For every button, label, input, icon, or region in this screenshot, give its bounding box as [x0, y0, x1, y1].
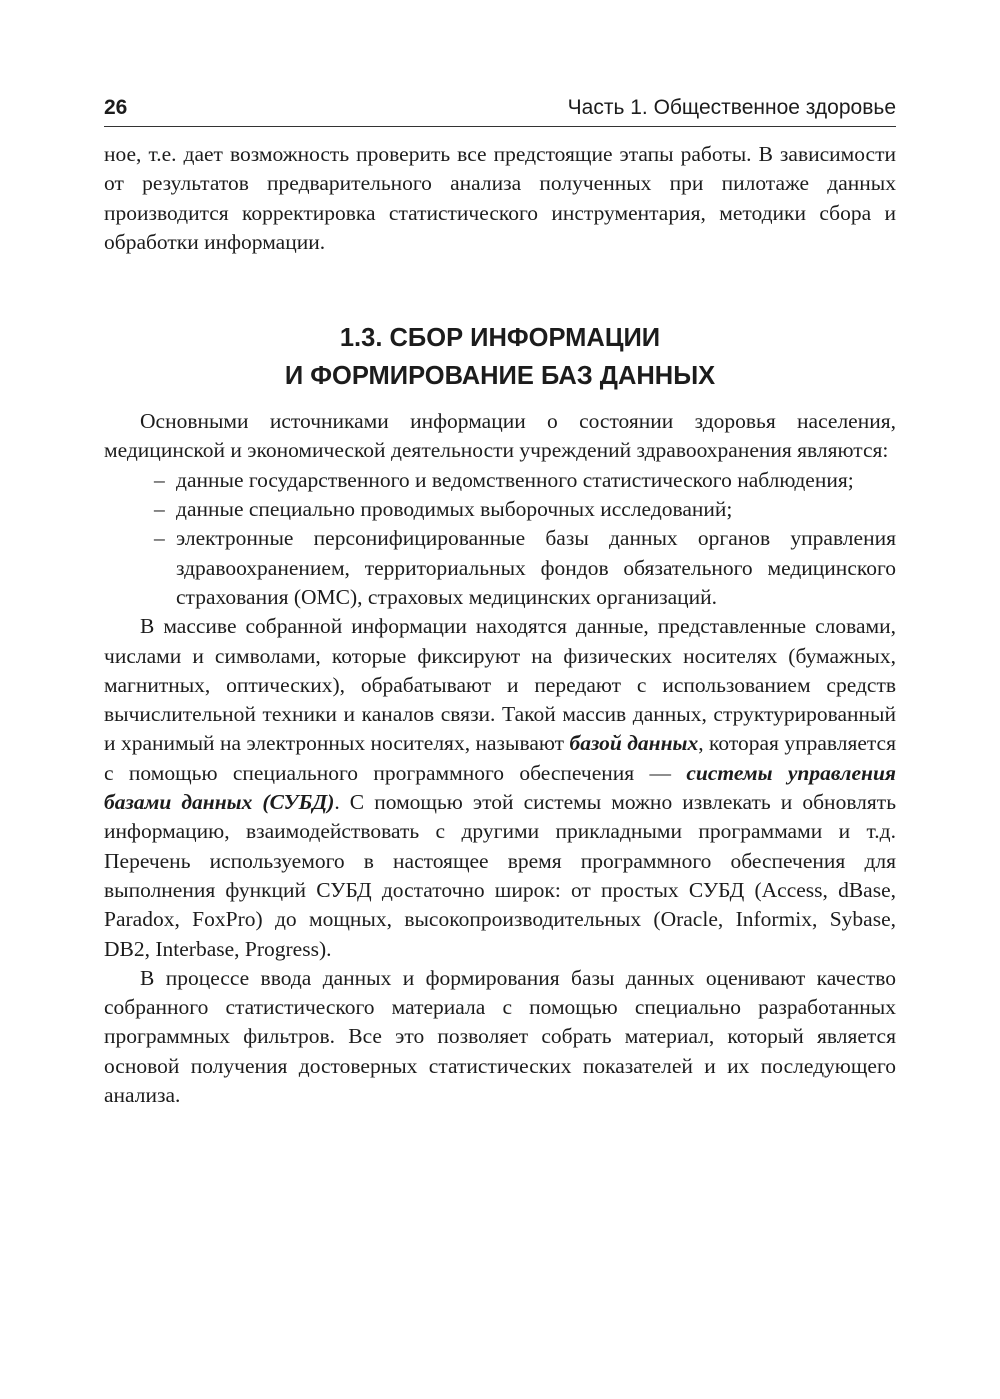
term-dbms: системы управления базами данных (СУБД) [104, 760, 896, 815]
list-item [104, 466, 896, 495]
paragraph-sources: Основными источниками информации о состоянии здоровья населения, медицинской и экономической деятельности учреждений здравоохранения являются: [104, 409, 896, 463]
paragraph-database-part-2: , которая управляется с помощью специального программного обеспечения — [104, 731, 896, 785]
page-number: 26 [104, 96, 128, 119]
paragraph-database-part-1: В массиве собранной информации находятся данные, представленные словами, числами и символами, которые фиксируют на физических носителях (бумажных, магнитных, оптических), обрабатывают и передают с использованием средств вычислительной техники и каналов связи. Такой массив данных, структурированный и хранимый на электронных носителях, называют [104, 614, 896, 756]
paragraph-quality: В процессе ввода данных и формирования базы данных оценивают качество собранного статистического материала с помощью специально разработанных программных фильтров. Все это позволяет собрать материал, который является основой получения достоверных статистических показателей и их последующего анализа. [104, 965, 896, 1108]
list-item-text: данные государственного и ведомственного статистического наблюдения; [176, 467, 854, 492]
list-item-text: данные специально проводимых выборочных исследований; [176, 497, 733, 522]
body-text [104, 140, 896, 1110]
term-database: базой данных [569, 731, 699, 756]
running-title: Часть 1. Общественное здоровье [567, 96, 896, 119]
running-head [104, 92, 896, 127]
sources-list [104, 466, 896, 612]
section-heading-line-1: 1.3. СБОР ИНФОРМАЦИИ [339, 324, 661, 353]
list-item-text: электронные персонифицированные базы данных органов управления здравоохранением, территориальных фондов обязательного медицинского страхования (ОМС), страховых медицинских организаций. [176, 526, 896, 609]
list-item [104, 495, 896, 524]
list-dash: – [154, 497, 165, 522]
list-dash: – [154, 467, 165, 492]
list-dash: – [154, 526, 165, 551]
paragraph-database [104, 612, 896, 964]
section-heading [104, 319, 896, 395]
section-heading-line-2: И ФОРМИРОВАНИЕ БАЗ ДАННЫХ [284, 362, 716, 391]
list-item [104, 524, 896, 612]
paragraph-database-part-3: . С помощью этой системы можно извлекать и обновлять информацию, взаимодействовать с другими прикладными программами и т.д. Перечень используемого в настоящее время программного обеспечения для выполнения функций СУБД достаточно широк: от простых СУБД (Access, dBase, Paradox, FoxPro) до мощных, высокопроизводительных (Oracle, Informix, Sybase, DB2, Interbase, Progress). [104, 790, 897, 961]
intro-paragraph: ное, т.е. дает возможность проверить все предстоящие этапы работы. В зависимости от результатов предварительного анализа полученных при пилотаже данных производится корректировка статистического инструментария, методики сбора и обработки информации. [104, 142, 896, 254]
